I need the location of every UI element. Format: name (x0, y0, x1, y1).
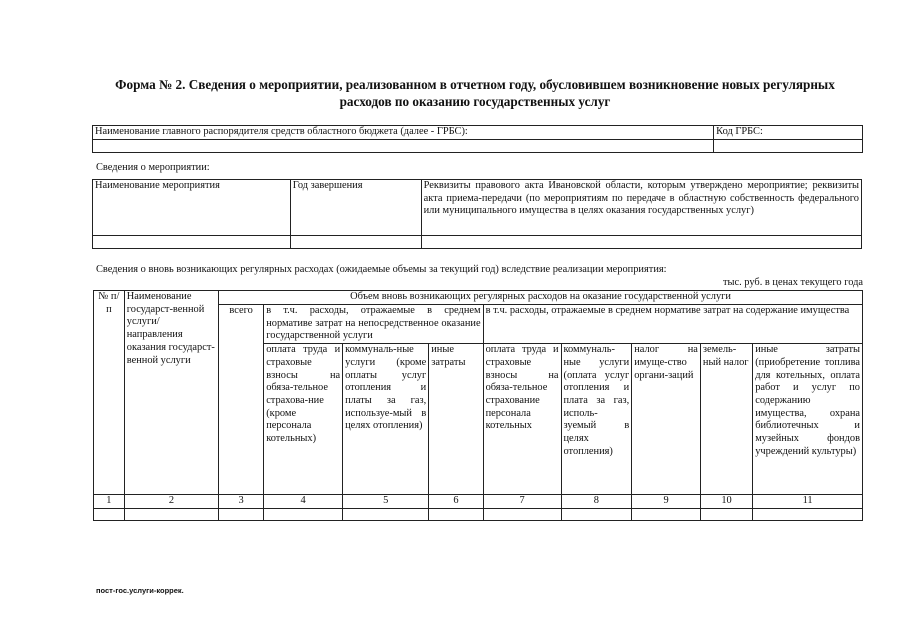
empty-cell[interactable] (264, 508, 343, 520)
footer-filename: пост-гос.услуги-коррек. (96, 586, 184, 595)
col-number: 3 (219, 495, 264, 509)
header-col-10: земель-ный налог (700, 344, 752, 495)
empty-cell[interactable] (343, 508, 429, 520)
header-col-5: коммуналь-ные услуги (кроме оплаты услуг отопления и платы за газ, используе-мый в целях отопления) (343, 344, 429, 495)
header-service: Наименование государст-венной услуги/ направления оказания государст-венной услуги (124, 291, 218, 495)
table-row (94, 508, 863, 520)
empty-cell[interactable] (94, 508, 125, 520)
empty-cell[interactable] (700, 508, 752, 520)
empty-cell[interactable] (124, 508, 218, 520)
units-label: тыс. руб. в ценах текущего года (722, 277, 863, 288)
header-maint: в т.ч. расходы, отражаемые в среднем нормативе затрат на содержание имущества (483, 305, 862, 344)
event-col-act: Реквизиты правового акта Ивановской области, которым утверждено мероприятие; реквизиты акта приема-передачи (по мероприятиям по передаче в областную собственность федерального или муниципального имущества в целях оказания государственных услуг) (421, 180, 861, 236)
form-title: Форма № 2. Сведения о мероприятии, реализованном в отчетном году, обусловившем возникновение новых регулярных расходов по оказанию государственных услуг (115, 77, 835, 109)
empty-cell[interactable] (561, 508, 632, 520)
empty-cell[interactable] (632, 508, 701, 520)
col-number: 10 (700, 495, 752, 509)
event-table (92, 179, 862, 249)
header-num: № п/п (94, 291, 125, 495)
grbs-table (92, 125, 863, 153)
col-number: 2 (124, 495, 218, 509)
col-number: 6 (429, 495, 483, 509)
header-col-9: налог на имуще-ство органи-заций (632, 344, 701, 495)
event-col-year: Год завершения (290, 180, 421, 236)
grbs-code-label: Код ГРБС: (714, 126, 863, 140)
header-col-11: иные затраты (приобретение топлива для котельных, оплата работ и услуг по содержанию имущества, охрана библиотечных и музейных фондов учреждений культуры) (753, 344, 863, 495)
event-col-name: Наименование мероприятия (93, 180, 291, 236)
event-year-cell[interactable] (290, 236, 421, 249)
event-name-cell[interactable] (93, 236, 291, 249)
empty-cell[interactable] (219, 508, 264, 520)
empty-cell[interactable] (429, 508, 483, 520)
col-number: 11 (753, 495, 863, 509)
event-act-cell[interactable] (421, 236, 861, 249)
col-number: 4 (264, 495, 343, 509)
col-number: 7 (483, 495, 561, 509)
expense-section-label: Сведения о вновь возникающих регулярных расходах (ожидаемые объемы за текущий год) вследствие реализации мероприятия: (96, 264, 667, 275)
header-col-6: иные затраты (429, 344, 483, 495)
col-number: 9 (632, 495, 701, 509)
empty-cell[interactable] (753, 508, 863, 520)
header-col-7: оплата труда и страховые взносы на обяза-тельное страхование персонала котельных (483, 344, 561, 495)
header-direct: в т.ч. расходы, отражаемые в среднем нормативе затрат на непосредственное оказание государственной услуги (264, 305, 483, 344)
empty-cell[interactable] (483, 508, 561, 520)
grbs-code-value[interactable] (714, 140, 863, 153)
header-total: всего (219, 305, 264, 495)
expense-table (93, 290, 863, 521)
col-number: 8 (561, 495, 632, 509)
grbs-name-label: Наименование главного распорядителя средств областного бюджета (далее - ГРБС): (93, 126, 714, 140)
event-section-label: Сведения о мероприятии: (96, 162, 210, 173)
grbs-name-value[interactable] (93, 140, 714, 153)
col-number: 1 (94, 495, 125, 509)
header-col-4: оплата труда и страховые взносы на обяза-тельное страхова-ние (кроме персонала котельных) (264, 344, 343, 495)
header-col-8: коммуналь-ные услуги (оплата услуг отопления и плата за газ, исполь-зуемый в целях отопления) (561, 344, 632, 495)
header-volume: Объем вновь возникающих регулярных расходов на оказание государственной услуги (219, 291, 863, 305)
col-number: 5 (343, 495, 429, 509)
